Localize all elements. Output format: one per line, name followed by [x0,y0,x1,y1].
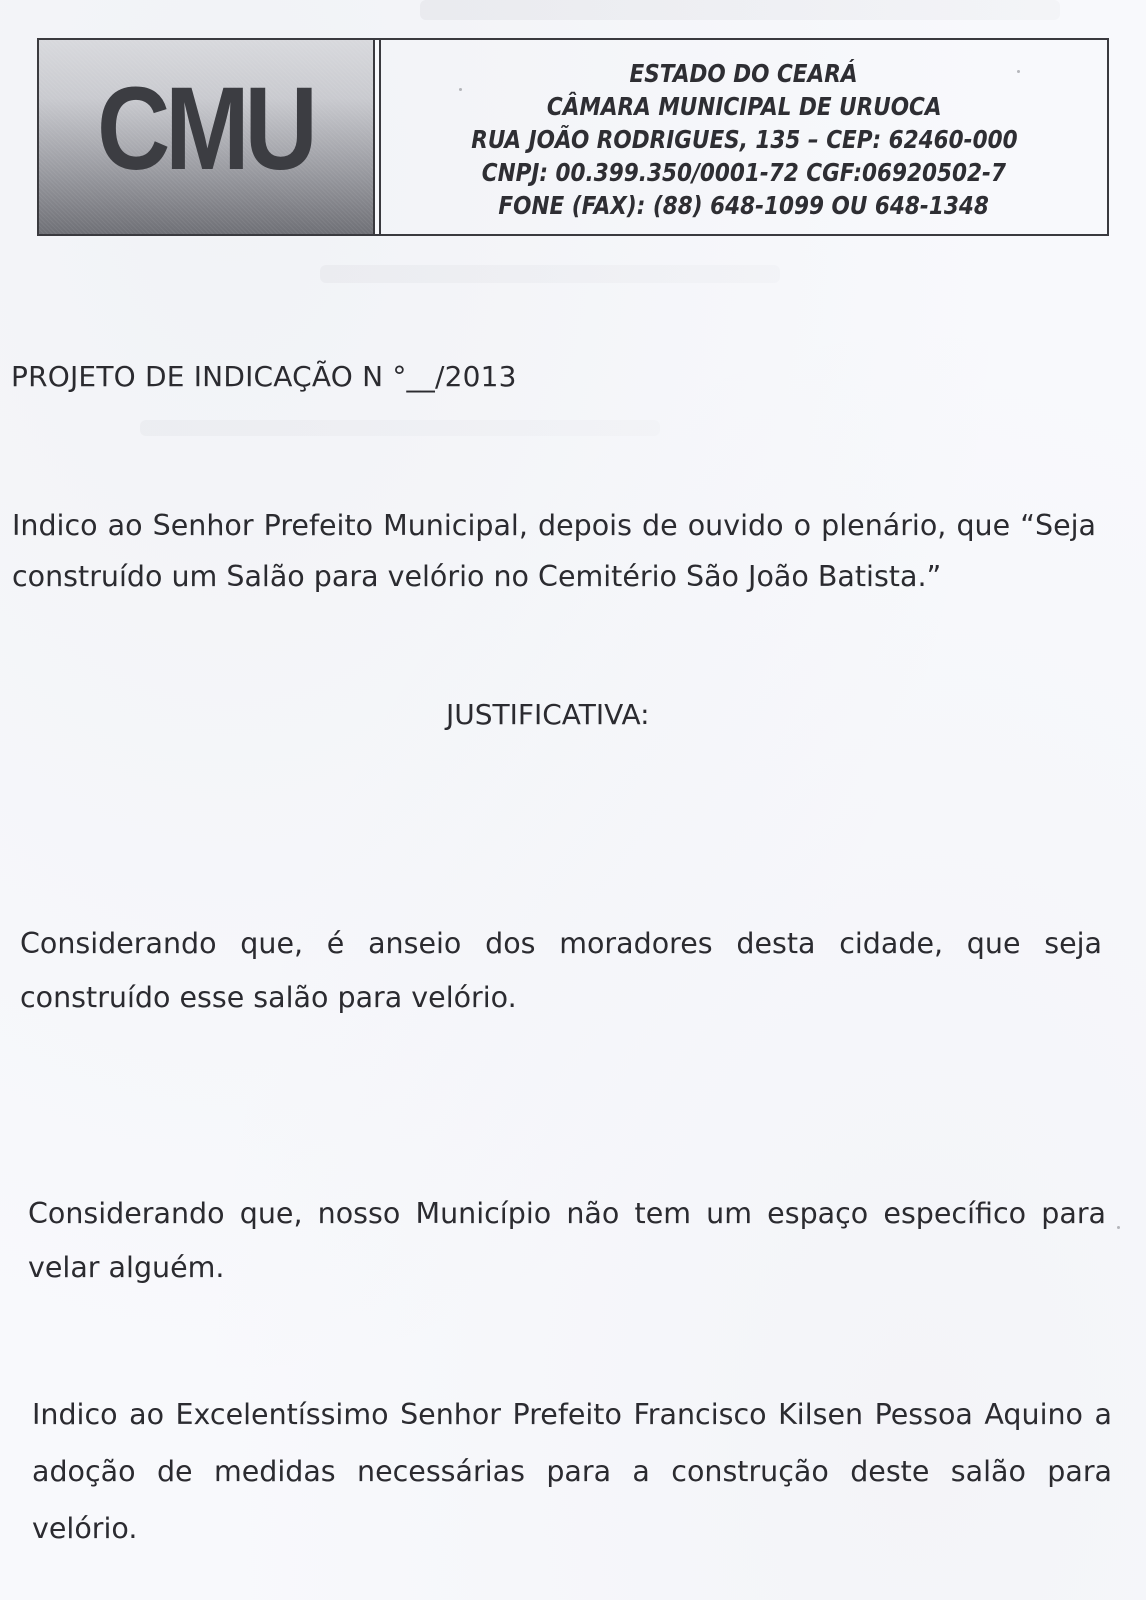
cmu-logo [39,40,381,234]
paper-bleed-top [420,0,1060,20]
paper-bleed-low [140,420,660,436]
considerando-paragraph-1: Considerando que, é anseio dos moradores desta cidade, que seja construído esse salão para velório. [20,927,1102,1014]
header-phone: FONE (FAX): (88) 648-1099 OU 648-1348 [498,190,990,220]
letterhead [37,38,1109,236]
header-address: RUA JOÃO RODRIGUES, 135 – CEP: 62460-000 [470,124,1018,154]
header-chamber: CÂMARA MUNICIPAL DE URUOCA [546,91,942,121]
considerando-paragraph-2: Considerando que, nosso Município não tem um espaço específico para velar alguém. [28,1197,1106,1284]
paper-speck [459,88,462,91]
closing-paragraph: Indico ao Excelentíssimo Senhor Prefeito Francisco Kilsen Pessoa Aquino a adoção de medidas necessárias para a construção deste salão para velório. [32,1398,1112,1545]
logo-text: CMU [97,63,313,195]
header-state: ESTADO DO CEARÁ [630,58,858,88]
paper-speck [1017,70,1020,73]
paper-speck [1117,1226,1120,1229]
section-heading: JUSTIFICATIVA: [446,698,650,731]
letterhead-info [381,40,1107,234]
header-registry: CNPJ: 00.399.350/0001-72 CGF:06920502-7 [481,157,1007,187]
logo-divider [373,40,379,234]
paper-bleed-mid [320,265,780,283]
intro-paragraph: Indico ao Senhor Prefeito Municipal, depois de ouvido o plenário, que “Seja construído um Salão para velório no Cemitério São João Batista.” [12,509,1096,593]
document-title: PROJETO DE INDICAÇÃO N °__/2013 [11,360,517,393]
